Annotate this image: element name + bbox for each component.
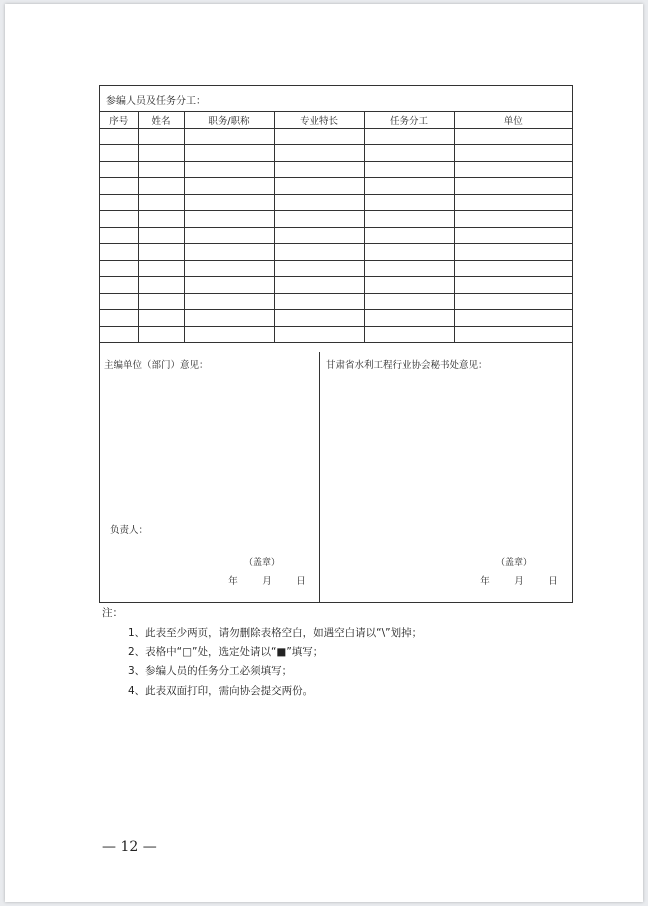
date-day: 日 — [548, 576, 558, 587]
table-cell[interactable] — [454, 145, 572, 162]
table-cell[interactable] — [364, 194, 454, 211]
table-cell[interactable] — [100, 244, 138, 261]
col-header-specialty: 专业特长 — [274, 112, 364, 129]
table-cell[interactable] — [454, 211, 572, 228]
table-cell[interactable] — [274, 194, 364, 211]
editor-unit-opinion-title: 主编单位（部门）意见： — [104, 360, 209, 371]
table-cell[interactable] — [364, 244, 454, 261]
table-cell[interactable] — [138, 326, 184, 343]
editor-unit-opinion — [100, 352, 320, 602]
table-cell[interactable] — [274, 211, 364, 228]
table-cell[interactable] — [454, 227, 572, 244]
table-cell[interactable] — [184, 211, 274, 228]
table-cell[interactable] — [184, 194, 274, 211]
table-cell[interactable] — [138, 293, 184, 310]
table-cell[interactable] — [364, 161, 454, 178]
table-cell[interactable] — [184, 178, 274, 195]
opinions-section — [100, 352, 572, 602]
date-row — [468, 573, 570, 587]
table-cell[interactable] — [138, 260, 184, 277]
table-cell[interactable] — [274, 128, 364, 145]
table-cell[interactable] — [184, 145, 274, 162]
table-cell[interactable] — [454, 293, 572, 310]
table-row — [100, 145, 572, 162]
table-cell[interactable] — [454, 260, 572, 277]
table-cell[interactable] — [364, 227, 454, 244]
table-cell[interactable] — [364, 277, 454, 294]
notes-label: 注： — [102, 607, 123, 619]
table-cell[interactable] — [274, 293, 364, 310]
table-cell[interactable] — [138, 211, 184, 228]
table-cell[interactable] — [364, 260, 454, 277]
head-person-label: 负责人： — [110, 525, 149, 536]
date-month: 月 — [514, 576, 524, 587]
col-header-task: 任务分工 — [364, 112, 454, 129]
table-cell[interactable] — [100, 194, 138, 211]
table-cell[interactable] — [138, 277, 184, 294]
table-cell[interactable] — [274, 277, 364, 294]
table-cell[interactable] — [100, 128, 138, 145]
page-number: — 12 — — [102, 839, 157, 855]
table-cell[interactable] — [138, 161, 184, 178]
table-cell[interactable] — [184, 293, 274, 310]
table-cell[interactable] — [364, 310, 454, 327]
table-cell[interactable] — [274, 161, 364, 178]
table-row — [100, 293, 572, 310]
table-cell[interactable] — [274, 227, 364, 244]
document-page — [5, 4, 643, 902]
col-header-title: 职务/职称 — [184, 112, 274, 129]
table-cell[interactable] — [100, 227, 138, 244]
table-cell[interactable] — [100, 326, 138, 343]
date-month: 月 — [262, 576, 272, 587]
table-row — [100, 244, 572, 261]
table-cell[interactable] — [364, 145, 454, 162]
table-row — [100, 310, 572, 327]
col-header-name: 姓名 — [138, 112, 184, 129]
note-item: 2、表格中“□”处，选定处请以“■”填写； — [128, 646, 324, 658]
table-cell[interactable] — [184, 161, 274, 178]
table-row — [100, 211, 572, 228]
table-cell[interactable] — [138, 194, 184, 211]
table-cell[interactable] — [100, 260, 138, 277]
table-cell[interactable] — [184, 326, 274, 343]
table-cell[interactable] — [184, 277, 274, 294]
table-row — [100, 194, 572, 211]
table-cell[interactable] — [100, 310, 138, 327]
table-cell[interactable] — [454, 128, 572, 145]
table-cell[interactable] — [184, 227, 274, 244]
table-cell[interactable] — [138, 145, 184, 162]
table-cell[interactable] — [184, 260, 274, 277]
table-cell[interactable] — [274, 145, 364, 162]
association-opinion — [320, 352, 572, 602]
col-header-unit: 单位 — [454, 112, 572, 129]
table-cell[interactable] — [138, 244, 184, 261]
table-cell[interactable] — [184, 128, 274, 145]
date-day: 日 — [296, 576, 306, 587]
table-cell[interactable] — [138, 227, 184, 244]
table-cell[interactable] — [454, 244, 572, 261]
table-row — [100, 128, 572, 145]
table-cell[interactable] — [100, 211, 138, 228]
table-cell[interactable] — [138, 310, 184, 327]
table-cell[interactable] — [100, 145, 138, 162]
table-cell[interactable] — [274, 326, 364, 343]
table-cell[interactable] — [184, 310, 274, 327]
col-header-index: 序号 — [100, 112, 138, 129]
table-cell[interactable] — [100, 293, 138, 310]
section-title: 参编人员及任务分工： — [106, 96, 206, 107]
table-row — [100, 161, 572, 178]
table-row — [100, 326, 572, 343]
date-year: 年 — [480, 576, 490, 587]
table-header-row — [100, 112, 572, 129]
table-cell[interactable] — [184, 244, 274, 261]
association-opinion-title: 甘肃省水利工程行业协会秘书处意见： — [326, 360, 488, 371]
table-cell[interactable] — [454, 161, 572, 178]
table-row — [100, 260, 572, 277]
note-item: 4、此表双面打印，需向协会提交两份。 — [128, 685, 314, 697]
table-cell[interactable] — [274, 244, 364, 261]
table-cell[interactable] — [454, 178, 572, 195]
table-cell[interactable] — [100, 161, 138, 178]
seal-label: （盖章） — [244, 558, 281, 568]
table-cell[interactable] — [364, 128, 454, 145]
table-cell[interactable] — [100, 277, 138, 294]
table-cell[interactable] — [364, 326, 454, 343]
table-cell[interactable] — [364, 293, 454, 310]
form-table — [99, 85, 573, 603]
table-cell[interactable] — [364, 178, 454, 195]
table-cell[interactable] — [454, 277, 572, 294]
table-cell[interactable] — [364, 211, 454, 228]
table-cell[interactable] — [454, 310, 572, 327]
table-cell[interactable] — [274, 310, 364, 327]
table-cell[interactable] — [138, 128, 184, 145]
table-row — [100, 227, 572, 244]
date-row — [216, 573, 318, 587]
table-row — [100, 277, 572, 294]
table-row — [100, 178, 572, 195]
note-item: 1、此表至少两页，请勿删除表格空白，如遇空白请以“\”划掉； — [128, 627, 423, 639]
seal-label: （盖章） — [496, 558, 533, 568]
table-cell[interactable] — [274, 260, 364, 277]
table-cell[interactable] — [138, 178, 184, 195]
date-year: 年 — [228, 576, 238, 587]
staff-table — [100, 111, 572, 343]
table-cell[interactable] — [454, 326, 572, 343]
table-cell[interactable] — [454, 194, 572, 211]
table-cell[interactable] — [100, 178, 138, 195]
table-cell[interactable] — [274, 178, 364, 195]
note-item: 3、参编人员的任务分工必须填写； — [128, 665, 293, 677]
